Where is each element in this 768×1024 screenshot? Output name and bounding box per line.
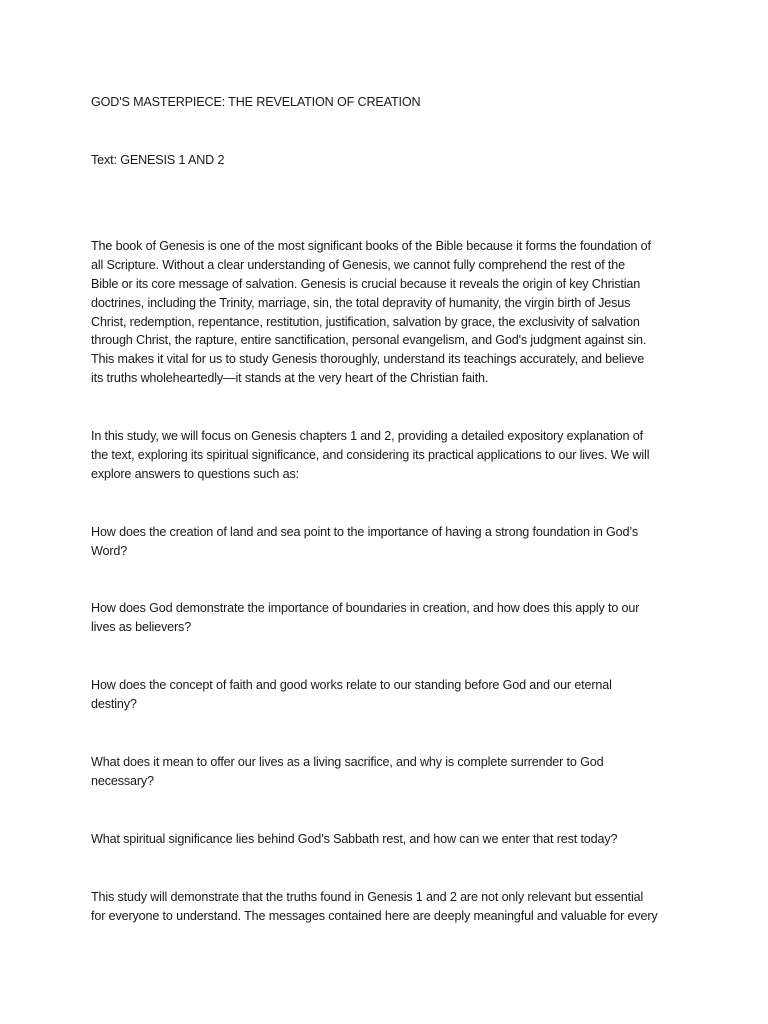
paragraph-line: for everyone to understand. The messages contained here are deeply meaningful and valuable for every	[91, 909, 658, 923]
paragraph-line: explore answers to questions such as:	[91, 467, 299, 481]
paragraph-line: Word?	[91, 544, 128, 558]
paragraph-line: doctrines, including the Trinity, marriage, sin, the total depravity of humanity, the virgin birth of Jesus	[91, 296, 631, 310]
paragraph-line: Christ, redemption, repentance, restitution, justification, salvation by grace, the exclusivity of salvation	[91, 315, 640, 329]
paragraph-line: How does the creation of land and sea point to the importance of having a strong foundation in God’s	[91, 525, 638, 539]
paragraph-line: the text, exploring its spiritual significance, and considering its practical applications to our lives. We will	[91, 448, 650, 462]
scripture-reference: Text: GENESIS 1 AND 2	[91, 153, 225, 167]
paragraph-line: necessary?	[91, 774, 154, 788]
paragraph-line: How does the concept of faith and good works relate to our standing before God and our eternal	[91, 678, 612, 692]
paragraph-line: This study will demonstrate that the truths found in Genesis 1 and 2 are not only relevant but essential	[91, 890, 644, 904]
paragraph-line: The book of Genesis is one of the most significant books of the Bible because it forms the foundation of	[91, 239, 651, 253]
paragraph-line: destiny?	[91, 697, 137, 711]
paragraph-line: Bible or its core message of salvation. Genesis is crucial because it reveals the origin of key Christian	[91, 277, 641, 291]
paragraph-line: In this study, we will focus on Genesis chapters 1 and 2, providing a detailed expository explanation of	[91, 429, 643, 443]
paragraph-line: lives as believers?	[91, 620, 192, 634]
paragraph-line: What spiritual significance lies behind God’s Sabbath rest, and how can we enter that rest today?	[91, 832, 618, 846]
paragraph-line: What does it mean to offer our lives as a living sacrifice, and why is complete surrender to God	[91, 755, 604, 769]
document-title: GOD'S MASTERPIECE: THE REVELATION OF CREATION	[91, 95, 421, 109]
paragraph-line: How does God demonstrate the importance of boundaries in creation, and how does this apply to our	[91, 601, 640, 615]
paragraph-line: This makes it vital for us to study Genesis thoroughly, understand its teachings accurately, and believe	[91, 352, 645, 366]
paragraph-line: all Scripture. Without a clear understanding of Genesis, we cannot fully comprehend the rest of the	[91, 258, 625, 272]
paragraph-line: its truths wholeheartedly—it stands at the very heart of the Christian faith.	[91, 371, 489, 385]
paragraph-line: through Christ, the rapture, entire sanctification, personal evangelism, and God's judgment against sin.	[91, 333, 647, 347]
